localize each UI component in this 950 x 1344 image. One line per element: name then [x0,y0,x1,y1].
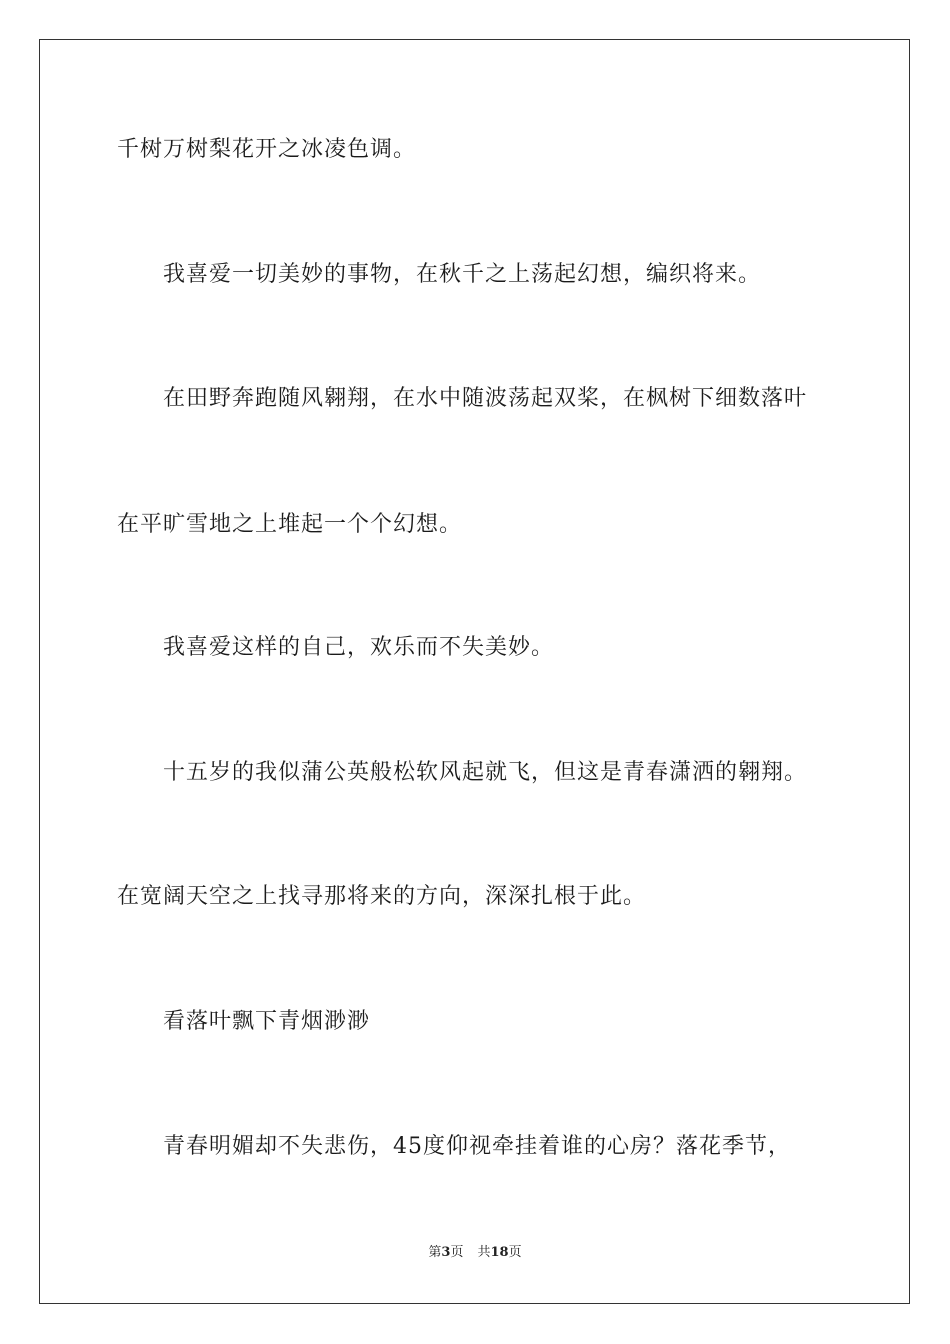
paragraph-line: 十五岁的我似蒲公英般松软风起就飞，但这是青春潇洒的翱翔。 [163,760,808,785]
paragraph-line: 青春明媚却不失悲伤，45度仰视牵挂着谁的心房？落花季节， [163,1134,791,1159]
page-prefix: 第 [428,1245,442,1260]
paragraph-line: 在平旷雪地之上堆起一个个幻想。 [117,512,463,537]
page-footer [0,1245,950,1261]
paragraph-line: 我喜爱一切美妙的事物，在秋千之上荡起幻想，编织将来。 [163,262,762,287]
total-prefix: 共 [477,1245,491,1260]
page-suffix: 页 [450,1245,464,1260]
total-pages: 18 [490,1245,509,1260]
page-border [39,39,910,1304]
paragraph-line: 我喜爱这样的自己，欢乐而不失美妙。 [163,635,555,660]
page-number: 3 [441,1245,451,1260]
paragraph-line: 看落叶飘下青烟渺渺 [163,1009,371,1034]
paragraph-line: 千树万树梨花开之冰凌色调。 [117,137,417,162]
paragraph-line: 在田野奔跑随风翱翔，在水中随波荡起双桨，在枫树下细数落叶 [163,386,808,411]
total-suffix: 页 [508,1245,522,1260]
paragraph-line: 在宽阔天空之上找寻那将来的方向，深深扎根于此。 [117,884,647,909]
